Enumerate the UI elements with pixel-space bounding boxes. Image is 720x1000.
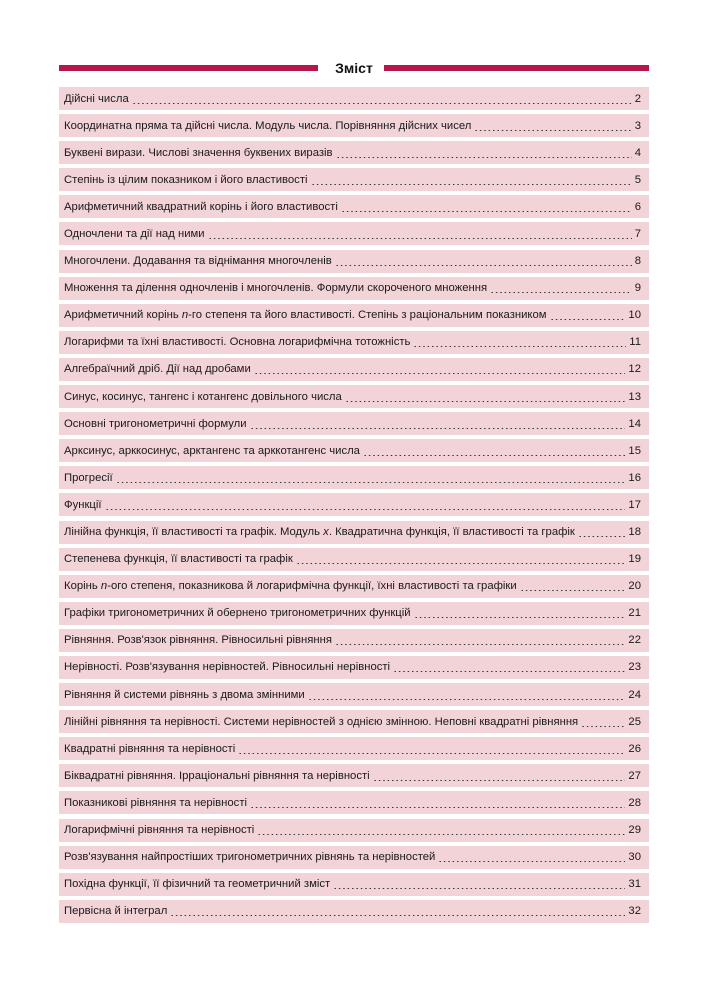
toc-entry-title — [64, 797, 247, 809]
toc-entry-title-text: Основні тригонометричні формули — [64, 417, 247, 430]
toc-entry-title — [64, 743, 235, 755]
toc-entry[interactable] — [59, 141, 649, 164]
toc-entry[interactable] — [59, 331, 649, 354]
toc-entry-page-number: 10 — [628, 309, 641, 322]
toc-entry-page-number: 12 — [628, 363, 641, 376]
toc-entry[interactable] — [59, 250, 649, 273]
toc-entry-title-text: Рівняння. Розв'язок рівняння. Рівносильні рівняння — [64, 634, 332, 647]
toc-entry-title-text: -ого степеня, показникова й логарифмічна функції, їхні властивості та графіки — [107, 580, 517, 593]
toc-entry[interactable] — [59, 114, 649, 137]
toc-entry-title — [64, 228, 205, 240]
toc-entry[interactable] — [59, 819, 649, 842]
page-title: Зміст — [335, 60, 373, 76]
toc-entry-page-number: 7 — [634, 227, 641, 240]
toc-entry-title-text: Множення та ділення одночленів і многочленів. Формули скороченого множення — [64, 282, 488, 295]
toc-entry[interactable] — [59, 656, 649, 679]
toc-entry[interactable] — [59, 493, 649, 516]
toc-entry-title-variable: n — [100, 580, 108, 593]
dot-leader — [208, 238, 632, 239]
dot-leader — [336, 157, 632, 158]
toc-entry-page-number: 3 — [634, 119, 641, 132]
toc-entry-title-text: Первісна й інтеграл — [64, 905, 168, 918]
toc-entry-title — [64, 770, 370, 782]
toc-entry-title-text: Рівняння й системи рівнянь з двома змінними — [64, 688, 305, 701]
dot-leader — [296, 563, 626, 564]
toc-entry-page-number: 11 — [629, 336, 641, 349]
toc-entry-title-text: Корінь — [64, 580, 101, 593]
toc-entry[interactable] — [59, 683, 649, 706]
toc-entry[interactable] — [59, 791, 649, 814]
toc-entry-page-number: 25 — [628, 715, 641, 728]
toc-entry-title — [64, 120, 471, 132]
toc-entry-title — [64, 634, 332, 646]
toc-entry-title-text: -го степеня та його властивості. Степінь з раціональним показником — [188, 309, 547, 322]
toc-entry-page-number: 18 — [628, 526, 641, 538]
toc-entry-title-text: Дійсні числа — [64, 92, 129, 105]
toc-entry-title-text: Біквадратні рівняння. Ірраціональні рівняння та нерівності — [64, 769, 370, 782]
toc-entry-page-number: 19 — [628, 553, 641, 566]
toc-entry[interactable] — [59, 277, 649, 300]
toc-entry[interactable] — [59, 195, 649, 218]
dot-leader — [581, 726, 625, 727]
toc-entry-page-number: 2 — [634, 92, 641, 105]
toc-entry[interactable] — [59, 575, 649, 598]
dot-leader — [250, 807, 625, 808]
dot-leader — [414, 617, 626, 618]
dot-leader — [335, 265, 632, 266]
toc-entry-page-number: 32 — [628, 905, 641, 918]
toc-entry-title — [64, 309, 547, 321]
dot-leader — [438, 861, 625, 862]
toc-entry[interactable] — [59, 900, 649, 923]
toc-entry-title — [64, 391, 342, 403]
toc-entry-page-number: 16 — [628, 471, 641, 484]
toc-entry-page-number: 20 — [628, 580, 641, 593]
toc-entry-title — [64, 851, 435, 863]
toc-entry-page-number: 29 — [628, 824, 641, 837]
toc-entry-title — [64, 336, 410, 348]
dot-leader — [238, 753, 625, 754]
toc-entry[interactable] — [59, 385, 649, 408]
toc-entry-page-number: 5 — [634, 173, 641, 186]
dot-leader — [333, 888, 625, 889]
toc-entry-page-number: 26 — [628, 742, 641, 755]
toc-entry-title-text: Синус, косинус, тангенс і котангенс довільного числа — [64, 390, 342, 403]
toc-entry-title — [64, 472, 113, 484]
toc-entry-title-text: Функції — [64, 498, 102, 511]
toc-entry[interactable] — [59, 412, 649, 435]
toc-entry-page-number: 28 — [628, 796, 641, 809]
toc-entry-title-text: Одночлени та дії над ними — [64, 227, 205, 240]
dot-leader — [550, 319, 626, 320]
toc-entry-title — [64, 282, 487, 294]
toc-entry-title — [64, 255, 332, 267]
toc-entry-title-text: Алгебраїчний дріб. Дії над дробами — [64, 363, 251, 376]
toc-entry-page-number: 30 — [628, 851, 641, 864]
toc-entry-title-text: Логарифми та їхні властивості. Основна логарифмічна тотожність — [64, 336, 411, 349]
toc-entry-page-number: 14 — [628, 417, 641, 430]
toc-entry-title-text: Логарифмічні рівняння та нерівності — [64, 824, 255, 837]
toc-entry-title-text: Показникові рівняння та нерівності — [64, 796, 248, 809]
toc-entry[interactable] — [59, 602, 649, 625]
toc-entry-page-number: 21 — [628, 607, 641, 620]
toc-entry-title-text: Арксинус, арккосинус, арктангенс та арккотангенс числа — [64, 444, 360, 457]
toc-entry-page-number: 31 — [628, 878, 641, 891]
toc-entry-title-text: Квадратні рівняння та нерівності — [64, 742, 236, 755]
toc-entry-title — [64, 716, 578, 728]
toc-entry-title — [64, 580, 517, 592]
dot-leader — [345, 401, 626, 402]
toc-entry-title — [64, 147, 333, 159]
table-of-contents — [59, 87, 649, 927]
dot-leader — [520, 590, 626, 591]
dot-leader — [393, 671, 625, 672]
toc-entry-title-text: Лінійна функція, її властивості та графік. Модуль — [64, 526, 324, 538]
toc-entry-page-number: 15 — [628, 444, 641, 457]
toc-entry-title-text: Арифметичний квадратний корінь і його властивості — [64, 200, 338, 213]
toc-entry-page-number: 13 — [628, 390, 641, 403]
toc-entry-page-number: 4 — [634, 146, 641, 159]
toc-entry-title — [64, 607, 411, 619]
toc-entry[interactable] — [59, 629, 649, 652]
toc-entry[interactable] — [59, 710, 649, 733]
toc-entry[interactable] — [59, 168, 649, 191]
dot-leader — [132, 103, 632, 104]
toc-entry-title-text: Многочлени. Додавання та віднімання многочленів — [64, 255, 332, 268]
dot-leader — [311, 184, 632, 185]
toc-entry-title-variable: n — [181, 309, 189, 322]
toc-entry-title — [64, 418, 247, 430]
dot-leader — [578, 536, 626, 537]
toc-entry-title-text: Похідна функції, її фізичний та геометричний зміст — [64, 878, 331, 891]
toc-entry-title-text: Графіки тригонометричних й обернено тригонометричних функцій — [64, 607, 411, 620]
toc-entry[interactable] — [59, 846, 649, 869]
toc-entry-title — [64, 661, 390, 673]
toc-entry-title-text: Розв'язування найпростіших тригонометричних рівнянь та нерівностей — [64, 851, 436, 864]
toc-entry[interactable] — [59, 439, 649, 462]
dot-leader — [250, 428, 626, 429]
toc-entry-title-text: Лінійні рівняння та нерівності. Системи нерівностей з однією змінною. Неповні квадратні рівняння — [64, 715, 579, 728]
toc-entry-title — [64, 445, 360, 457]
toc-entry[interactable] — [59, 358, 649, 381]
toc-entry-page-number: 27 — [628, 769, 641, 782]
toc-entry-title — [64, 689, 305, 701]
toc-entry-title — [64, 553, 293, 565]
toc-entry-title-text: Прогресії — [64, 471, 113, 484]
toc-entry-title — [64, 905, 167, 917]
toc-entry-page-number: 9 — [634, 282, 641, 295]
contents-header — [59, 57, 649, 79]
dot-leader — [335, 644, 625, 645]
toc-entry-title-variable: x — [323, 526, 329, 538]
dot-leader — [254, 373, 626, 374]
dot-leader — [373, 780, 626, 781]
toc-entry-title — [64, 499, 102, 511]
toc-entry-title — [64, 363, 251, 375]
toc-entry[interactable] — [59, 737, 649, 760]
toc-entry[interactable] — [59, 87, 649, 110]
toc-entry-title-text: Буквені вирази. Числові значення буквених виразів — [64, 146, 333, 159]
toc-entry-title-text: Арифметичний корінь — [64, 309, 182, 322]
toc-entry-title-text: Степінь із цілим показником і його властивості — [64, 173, 308, 186]
toc-entry-title — [64, 93, 129, 105]
toc-entry-page-number: 8 — [634, 255, 641, 268]
dot-leader — [105, 509, 626, 510]
toc-entry[interactable] — [59, 548, 649, 571]
dot-leader — [363, 455, 625, 456]
toc-entry-page-number: 22 — [628, 634, 641, 647]
dot-leader — [308, 699, 626, 700]
toc-entry-title — [64, 201, 338, 213]
toc-entry[interactable] — [59, 764, 649, 787]
toc-entry[interactable] — [59, 873, 649, 896]
dot-leader — [341, 211, 632, 212]
dot-leader — [257, 834, 625, 835]
toc-entry-title — [64, 824, 254, 836]
toc-entry[interactable] — [59, 304, 649, 327]
toc-entry-title — [64, 526, 575, 538]
dot-leader — [490, 292, 632, 293]
toc-entry-title-text: Степенева функція, її властивості та графік — [64, 553, 293, 566]
dot-leader — [474, 130, 631, 131]
dot-leader — [170, 915, 625, 916]
toc-entry[interactable] — [59, 222, 649, 245]
toc-entry-page-number: 17 — [628, 498, 641, 511]
toc-entry-page-number: 23 — [628, 661, 641, 674]
toc-entry-title-text: Нерівності. Розв'язування нерівностей. Рівносильні нерівності — [64, 661, 391, 674]
toc-entry-title-text: Координатна пряма та дійсні числа. Модуль числа. Порівняння дійсних чисел — [64, 119, 472, 132]
toc-entry-page-number: 24 — [628, 688, 641, 701]
toc-entry[interactable] — [59, 521, 649, 544]
toc-entry-title — [64, 878, 330, 890]
toc-entry-title — [64, 174, 308, 186]
dot-leader — [413, 346, 626, 347]
toc-entry-title-text: . Квадратична функція, її властивості та графік — [328, 526, 575, 538]
toc-entry-page-number: 6 — [634, 200, 641, 213]
dot-leader — [116, 482, 626, 483]
toc-entry[interactable] — [59, 466, 649, 489]
